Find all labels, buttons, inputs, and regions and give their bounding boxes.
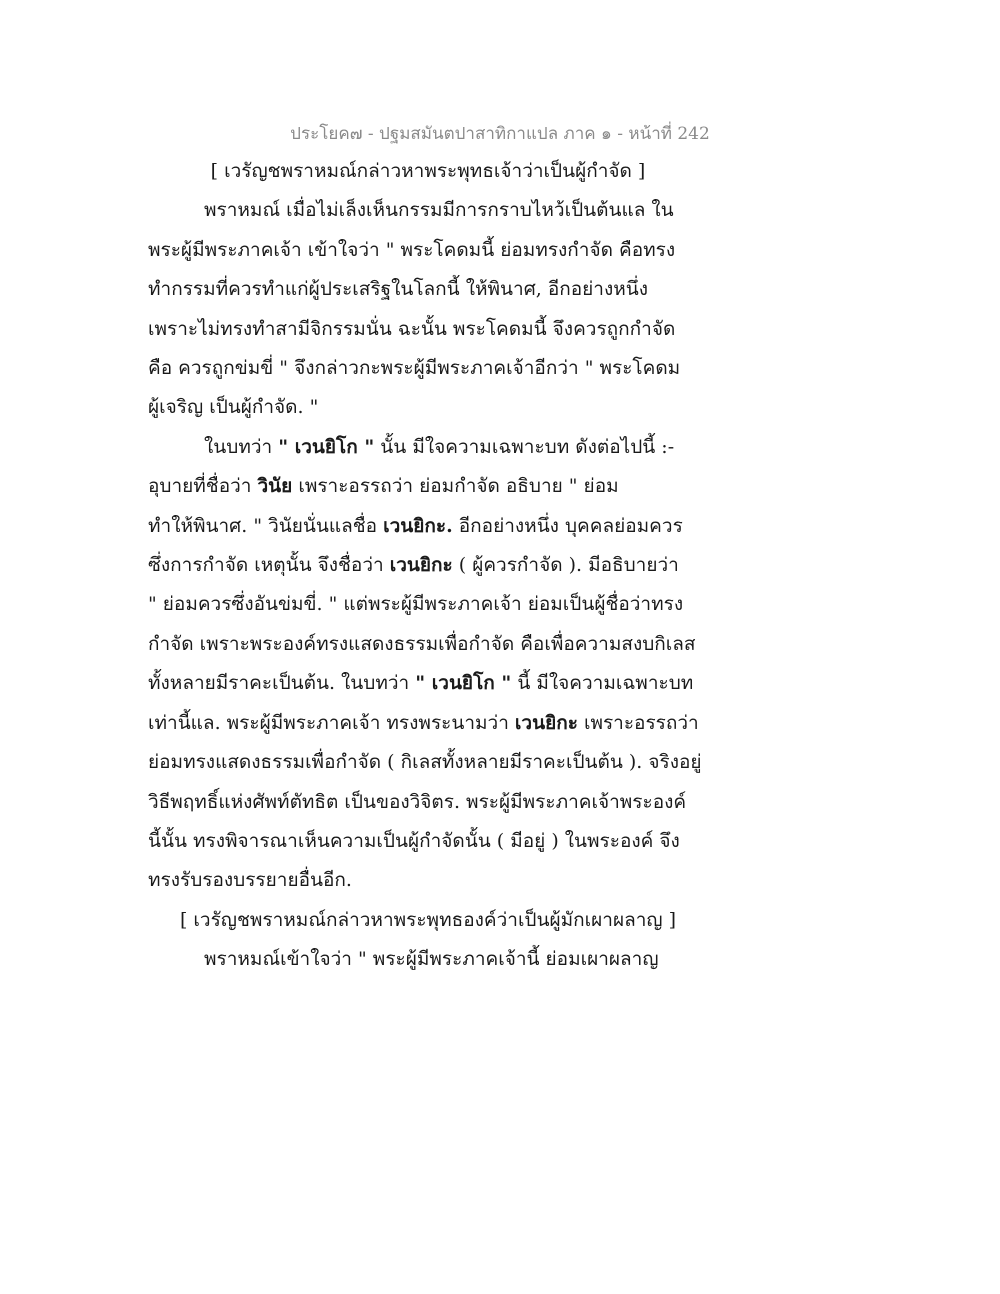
section-heading-1: [ เวรัญชพราหมณ์กล่าวหาพระพุทธเจ้าว่าเป็นผู้กำจัด ]: [210, 160, 646, 182]
paragraph-1-line: เพราะไม่ทรงทำสามีจิกรรมนั่น ฉะนั้น พระโคดมนี้ จึงควรถูกกำจัด: [148, 317, 676, 340]
bold-term: " เวนยิโก ": [415, 672, 512, 695]
paragraph-2-line: [148, 664, 708, 703]
text-run: อีกอย่างหนึ่ง บุคคลย่อมควร: [452, 514, 683, 537]
paragraph-1-line: พราหมณ์ เมื่อไม่เล็งเห็นกรรมมีการกราบไหว้เป็นต้นแล ใน: [204, 199, 674, 222]
text-run: ซึ่งการกำจัด เหตุนั้น จึงชื่อว่า: [148, 554, 390, 577]
text-run: เท่านี้แล. พระผู้มีพระภาคเจ้า ทรงพระนามว่า: [148, 711, 515, 734]
paragraph-2-line: " ย่อมควรซึ่งอันข่มขี่. " แต่พระผู้มีพระภาคเจ้า ย่อมเป็นผู้ชื่อว่าทรง: [148, 593, 684, 616]
bold-term: เวนยิกะ: [389, 554, 453, 577]
paragraph-2-line: ทรงรับรองบรรยายอื่นอีก.: [148, 869, 352, 892]
bold-term: วินัย: [257, 475, 293, 498]
text-run: ( ผู้ควรกำจัด ). มีอธิบายว่า: [452, 554, 679, 577]
paragraph-2-line: [148, 467, 708, 506]
text-run: ในบทว่า: [204, 435, 279, 458]
paragraph-2-line: นี้นั้น ทรงพิจารณาเห็นความเป็นผู้กำจัดนั้น ( มีอยู่ ) ในพระองค์ จึง: [148, 829, 680, 852]
paragraph-1-line: ผู้เจริญ เป็นผู้กำจัด. ": [148, 396, 319, 419]
text-run: อุบายที่ชื่อว่า: [148, 475, 258, 498]
paragraph-2-line: [148, 428, 708, 467]
text-run: ทำให้พินาศ. " วินัยนั่นแลชื่อ: [148, 514, 384, 537]
running-header: ประโยค๗ - ปฐมสมันตปาสาทิกาแปล ภาค ๑ - หน้าที่ 242: [290, 124, 710, 144]
paragraph-1-line: คือ ควรถูกข่มขี่ " จึงกล่าวกะพระผู้มีพระภาคเจ้าอีกว่า " พระโคดม: [148, 357, 681, 380]
bold-term: " เวนยิโก ": [278, 435, 375, 458]
paragraph-2-line: [148, 507, 708, 546]
text-run: นี้ มีใจความเฉพาะบท: [511, 672, 694, 695]
paragraph-1-line: พระผู้มีพระภาคเจ้า เข้าใจว่า " พระโคดมนี้ ย่อมทรงกำจัด คือทรง: [148, 238, 676, 261]
paragraph-2-line: [148, 704, 708, 743]
text-run: เพราะอรรถว่า: [577, 711, 699, 734]
bold-term: เวนยิกะ: [514, 711, 578, 734]
section-heading-2: [ เวรัญชพราหมณ์กล่าวหาพระพุทธองค์ว่าเป็นผู้มักเผาผลาญ ]: [179, 908, 677, 931]
paragraph-3-line: พราหมณ์เข้าใจว่า " พระผู้มีพระภาคเจ้านี้ ย่อมเผาผลาญ: [204, 948, 659, 971]
text-run: นั้น มีใจความเฉพาะบท ดังต่อไปนี้ :-: [374, 435, 675, 458]
text-run: ทั้งหลายมีราคะเป็นต้น. ในบทว่า: [148, 672, 416, 695]
body-text: [148, 152, 708, 980]
bold-term: เวนยิกะ.: [383, 514, 453, 537]
paragraph-2-line: กำจัด เพราะพระองค์ทรงแสดงธรรมเพื่อกำจัด คือเพื่อความสงบกิเลส: [148, 632, 696, 655]
paragraph-2-line: [148, 546, 708, 585]
text-run: เพราะอรรถว่า ย่อมกำจัด อธิบาย " ย่อม: [292, 475, 619, 498]
paragraph-2-line: วิธีพฤทธิ์แห่งศัพท์ตัทธิต เป็นของวิจิตร. พระผู้มีพระภาคเจ้าพระองค์: [148, 790, 687, 813]
paragraph-1-line: ทำกรรมที่ควรทำแก่ผู้ประเสริฐในโลกนี้ ให้พินาศ, อีกอย่างหนึ่ง: [148, 278, 649, 301]
paragraph-2-line: ย่อมทรงแสดงธรรมเพื่อกำจัด ( กิเลสทั้งหลายมีราคะเป็นต้น ). จริงอยู่: [148, 751, 702, 774]
